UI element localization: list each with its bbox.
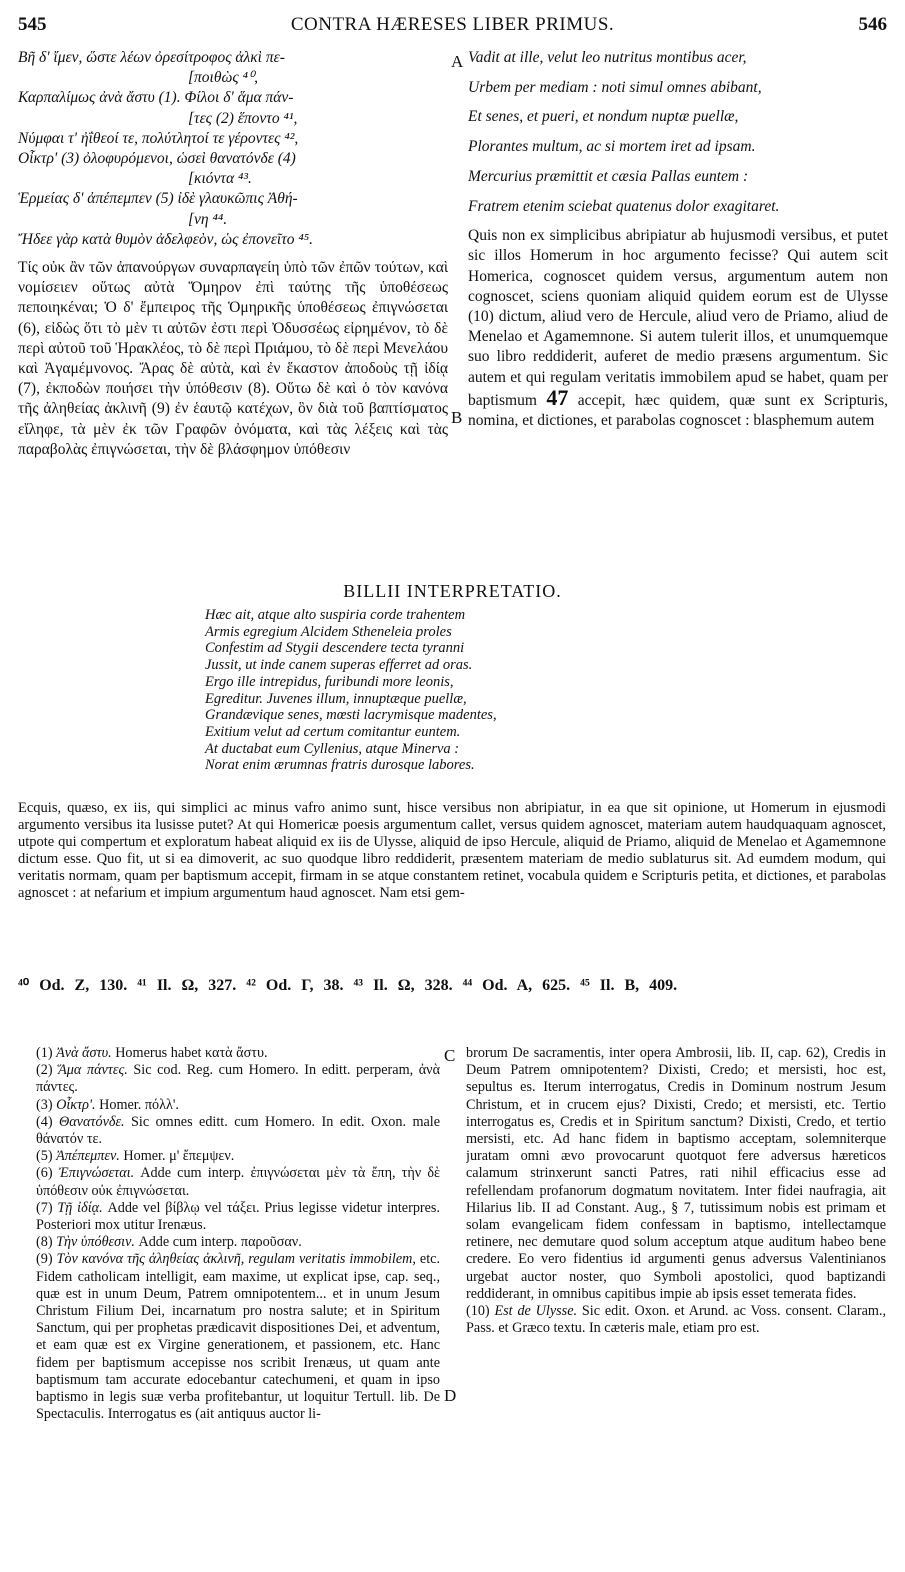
footnote (466, 1303, 886, 1337)
greek-verse-line: Ἑρμείας δ' ἀπέπεμπεν (5) ἰδὲ γλαυκῶπις Ἀθή- (18, 190, 298, 208)
margin-letter-a: A (451, 52, 464, 71)
footnote-number: (1) (36, 1045, 53, 1061)
footnote-lemma: Τὸν κανόνα τῆς ἀληθείας ἀκλινῆ, regulam veritatis immobilem, (56, 1251, 416, 1268)
footnote-lemma: Θανατόνδε. (58, 1113, 125, 1130)
footnote (36, 1097, 440, 1114)
greek-verse-continuation: [ποιθὼς ⁴⁰, (188, 69, 259, 87)
greek-verse-continuation: [τες (2) ἕποντο ⁴¹, (188, 109, 298, 127)
billi-poem-line: Egreditur. Juvenes illum, innuptæque puellæ, (205, 690, 467, 707)
margin-letter-b: B (451, 408, 463, 427)
greek-verse-line: Νύμφαι τ' ἠΐθεοί τε, πολύτλητοί τε γέροντες ⁴², (18, 129, 299, 147)
billi-title: BILLII INTERPRETATIO. (343, 581, 562, 601)
latin-prose-before: Quis non ex simplicibus abripiatur ab hujusmodi versibus, et putet sic illos Homerum in hoc argumento fecisse? Qui autem scit Homerica, cognoscet quidem versus, argumentum autem non cognoscet, sciens quoniam aliquid quidem eorum est de Ulysse (10) dictum, aliud vero de Hercule, aliud vero de Priamo, aliud de Menelao et Agamemnone. Si autem tulerit illos, et unumquemque suo libro reddiderit, auferet de medio præsens argumentum. Sic autem et qui regulam veritatis immobilem apud se habet, quam per baptismum (468, 227, 888, 409)
footnote-number: (3) (36, 1096, 53, 1113)
footnote (36, 1045, 440, 1062)
notes-right-column (466, 1045, 886, 1337)
latin-verse-line: Fratrem etenim sciebat quatenus dolor exagitaret. (468, 197, 780, 215)
margin-letter-c: C (444, 1046, 456, 1065)
latin-verse-line: Mercurius præmittit et cæsia Pallas euntem : (468, 167, 749, 185)
footnote (36, 1148, 440, 1165)
latin-verse-line: Urbem per mediam : noti simul omnes abibant, (468, 78, 762, 96)
footnote-lemma: Οἶκτρ'. (56, 1096, 96, 1113)
footnote-number: (5) (36, 1148, 53, 1165)
greek-verse (18, 48, 448, 250)
latin-verse-line: Vadit at ille, velut leo nutritus montibus acer, (468, 49, 747, 66)
footnote-lemma: Τὴν ὑπόθεσιν. (56, 1234, 135, 1251)
footnote-text: Sic omnes editt. cum Homero. In edit. Oxon. male θάνατόν τε. (36, 1113, 440, 1148)
footnote-text: Sic edit. Oxon. et Arund. ac Voss. consent. Claram., Pass. et Græco textu. In cæteris male, etiam pro est. (466, 1303, 886, 1337)
greek-prose: Τίς οὐκ ἂν τῶν ἀπανούργων συναρπαγείη ὑπὸ τῶν ἐπῶν τούτων, καὶ νομίσειεν οὕτως αὐτὰ Ὅμηρον ἐπὶ ταύτης τῆς ὑποθέσεως πεποιηκέναι; Ὁ δ' ἔμπειρος τῆς Ὁμηρικῆς ὑποθέσεως ἐπιγνώσεται (6), εἰδὼς ὅτι τὸ μὲν τι αὐτῶν ἐστι περὶ Ὀδυσσέως εἰρημένον, τὸ δὲ περὶ αὐτοῦ τοῦ Ἡρακλέος, τὸ δὲ περὶ Πριάμου, τὸ δὲ περὶ Μενελάου καὶ Ἀγαμέμνονος. Ἄρας δὲ αὐτὰ, καὶ ἐν ἕκαστον ἀποδοὺς τῇ ἰδίᾳ (7), ἐκποδὼν ποιήσει τὴν ὑπόθεσιν (8). Οὕτω δὲ καὶ ὁ τὸν κανόνα τῆς ἀληθείας ἀκλινῆ (9) ἐν ἑαυτῷ κατέχων, ὃν διὰ τοῦ βαπτίσματος εἴληφε, τὰ μὲν ἐκ τῶν Γραφῶν ὀνόματα, καὶ τὰς λέξεις καὶ τὰς παραβολὰς ἐπιγνώσεται, τὴν δὲ βλάσφημον ὑπόθεσιν (18, 259, 448, 458)
footnote (36, 1165, 440, 1199)
running-header (18, 14, 887, 40)
greek-verse-continuation: [κιόντα ⁴³. (188, 170, 252, 188)
footnote-lemma: Ἀπέπεμπεν. (56, 1148, 120, 1165)
billi-poem-line: Ergo ille intrepidus, furibundi more leonis, (205, 673, 454, 690)
footnote-text: Adde cum interp. παροῦσαν. (138, 1234, 302, 1251)
footnote-number: (10) (466, 1303, 490, 1320)
footnote-lemma: Ἐπιγνώσεται. (58, 1165, 135, 1182)
billi-poem-line: Jussit, ut inde canem superas efferret ad oras. (205, 657, 473, 674)
footnote-lemma: Ἅμα πάντες. (58, 1062, 128, 1079)
greek-verse-line: Καρπαλίμως ἀνὰ ἄστυ (1). Φίλοι δ' ἅμα πάν- (18, 89, 294, 107)
footnote-number: (8) (36, 1234, 53, 1251)
running-title: CONTRA HÆRESES LIBER PRIMUS. (290, 14, 615, 35)
billi-poem (205, 607, 725, 774)
page-number-left: 545 (18, 14, 47, 35)
footnote (36, 1234, 440, 1251)
footnote-text: Homerus habet κατὰ ἄστυ. (115, 1045, 268, 1061)
margin-letter-d: D (444, 1386, 457, 1405)
latin-verse (468, 48, 888, 217)
latin-verse-line: Plorantes multum, ac si mortem iret ad ipsam. (468, 138, 756, 156)
footnote-text: etc. Fidem catholicam intelligit, eam maxime, ut explicat ipse, cap. seq., quæ est in unum Deum, Patrem omnipotentem... et in unum Jesum Christum Filium Dei, incarnatum pro nostra salute; et in Spiritum Sanctum, qui per prophetas prædicavit dispositiones Dei, et adventum, et eam quæ est ex Virgine generationem, et passionem, etc. Hanc fidem per baptismum accepisse nos scribit Irenæus, ut quam ante baptismum tam accurate edocebantur catechumeni, et quam in ipso baptismo in legis suæ verba profitebantur, ut loquitur Tertull. lib. De Spectaculis. Interrogatus es (ait antiquus auctor li- (36, 1251, 440, 1423)
verse-references: ⁴⁰ Od. Z, 130. ⁴¹ Il. Ω, 327. ⁴² Od. Γ, 38. ⁴³ Il. Ω, 328. ⁴⁴ Od. A, 625. ⁴⁵ Il. B, 409. (18, 977, 678, 994)
footnote-lemma: Est de Ulysse. (494, 1303, 578, 1320)
footnote-number: (4) (36, 1113, 53, 1130)
billi-poem-line: At ductabat eum Cyllenius, atque Minerva : (205, 740, 460, 757)
footnote-text: Adde cum interp. ἐπιγνώσεται μὲν τὰ ἔπη, τὴν δὲ ὑπόθεσιν οὐκ ἐπιγνώσεται. (36, 1165, 440, 1199)
greek-verse-line: Οἶκτρ' (3) ὀλοφυρόμενοι, ὡσεὶ θανατόνδε (4) (18, 150, 296, 168)
footnote-text: Adde vel βίβλῳ vel τάξει. Prius legisse videtur interpres. Posteriori mox utitur Irenæus. (36, 1199, 440, 1234)
greek-verse-line: Βῆ δ' ἴμεν, ὥστε λέων ὀρεσίτροφος ἀλκὶ πε- (18, 49, 285, 66)
page-number-right: 546 (858, 14, 887, 35)
billi-poem-line: Armis egregium Alcidem Stheneleia proles (205, 623, 452, 640)
footnote-number: (2) (36, 1062, 53, 1079)
latin-prose (468, 226, 888, 431)
billi-prose: Ecquis, quæso, ex iis, qui simplici ac minus vafro animo sunt, hisce versibus non abripiatur, in ea que sit opinione, ut Homerum in ejusmodi argumento versibus ita lusisse putet? At qui Homericæ poesis argumentum callet, versus quidem agnoscet, materiam autem haudquaquam agnoscet, utpote qui compertum et exploratum habeat aliquid ex iis de Ulysse, aliquid de ipso Hercule, aliquid de Priamo, aliquid de Menelao et Agamemnone dictum esse. Quo fit, ut si ea dimoverit, ac suo quodque libro reddiderit, præsentem materiam de medio sublaturus sit. Ad eumdem modum, qui veritatis normam, quam per baptismum accepit, firmam in se atque constantem retinet, vocabula quidem e Scripturis petita, et dictiones, et parabolas agnoscet : at nefarium et impium argumentum haud agnoscet. Nam etsi gem- (18, 800, 886, 901)
greek-verse-continuation: [νη ⁴⁴. (188, 210, 228, 228)
page-mark: 47 (546, 384, 569, 410)
greek-text-column (18, 48, 448, 460)
billi-poem-line: Hæc ait, atque alto suspiria corde trahentem (205, 607, 466, 623)
footnote-lemma: Τῇ ἰδίᾳ. (57, 1199, 103, 1216)
footnote-number: (9) (36, 1251, 53, 1268)
footnote-text: Sic cod. Reg. cum Homero. In editt. perperam, ἀνὰ πάντες. (36, 1062, 440, 1096)
billi-poem-line: Norat enim ærumnas fratris durosque labores. (205, 757, 475, 774)
footnote-text: Homer. πόλλ'. (99, 1096, 179, 1113)
billi-poem-line: Grandævique senes, mœsti lacrymisque madentes, (205, 707, 497, 724)
notes-left-column (36, 1045, 440, 1423)
footnote-continuation: brorum De sacramentis, inter opera Ambrosii, lib. II, cap. 62), Credis in Deum Patrem omnipotentem? Dixisti, Credo; et mersisti, hoc est, sepultus es. Iterum interrogatus, Credis in Dominum nostrum Jesum Christum, et in crucem ejus? Dixisti, Credo; et mersisti, etc. Tertio interrogatus es, Credis et in Spiritum sanctum? Dixisti, Credo, et tertio mersisti, etc. Ad hanc fidem in baptismo acceptam, solemniterque juratam omni ævo provocarunt quotquot fere adversus hæreticos calamum strinxerunt sancti Patres, rati nihil efficacius esse ad refellendam profanorum dogmatum novitatem. Inter fidei naufragia, ait Hilarius lib. II ad Constant. Aug., § 7, tutissimum nobis est primam et solam evangelicam fidem confessam in baptismo, intellectamque retinere, nec demutare quod solum acceptum atque auditum habeo bene credere. Eo vero fidentius id argumenti genus adversus Valentinianos urgebat auctor noster, quo Symboli apostolici, quod baptizandi reddiderant, in omnibus capitibus impie ab ipsis esset temerata fides. (466, 1045, 886, 1302)
latin-prose-after: accepit, hæc quidem, quæ sunt ex Scripturis, nomina, et dictiones, et parabolas cognoscet : blasphemum autem (468, 391, 888, 430)
footnote (36, 1251, 440, 1423)
latin-verse-line: Et senes, et pueri, et nondum nuptæ puellæ, (468, 108, 739, 126)
footnote (36, 1200, 440, 1234)
footnote-number: (7) (36, 1199, 53, 1216)
footnote-text: Homer. μ' ἔπεμψεν. (123, 1148, 235, 1165)
footnote-lemma: Ἀνὰ ἄστυ. (56, 1045, 112, 1061)
footnote (36, 1062, 440, 1096)
footnote (36, 1114, 440, 1148)
greek-verse-line: Ἤδεε γὰρ κατὰ θυμὸν ἀδελφεὸν, ὡς ἐπονεῖτο ⁴⁵. (18, 230, 314, 248)
billi-poem-line: Exitium velut ad certum comitantur euntem. (205, 723, 461, 740)
billi-poem-line: Confestim ad Stygii descendere tecta tyranni (205, 640, 465, 657)
footnote-number: (6) (36, 1165, 53, 1182)
latin-text-column (468, 48, 888, 431)
